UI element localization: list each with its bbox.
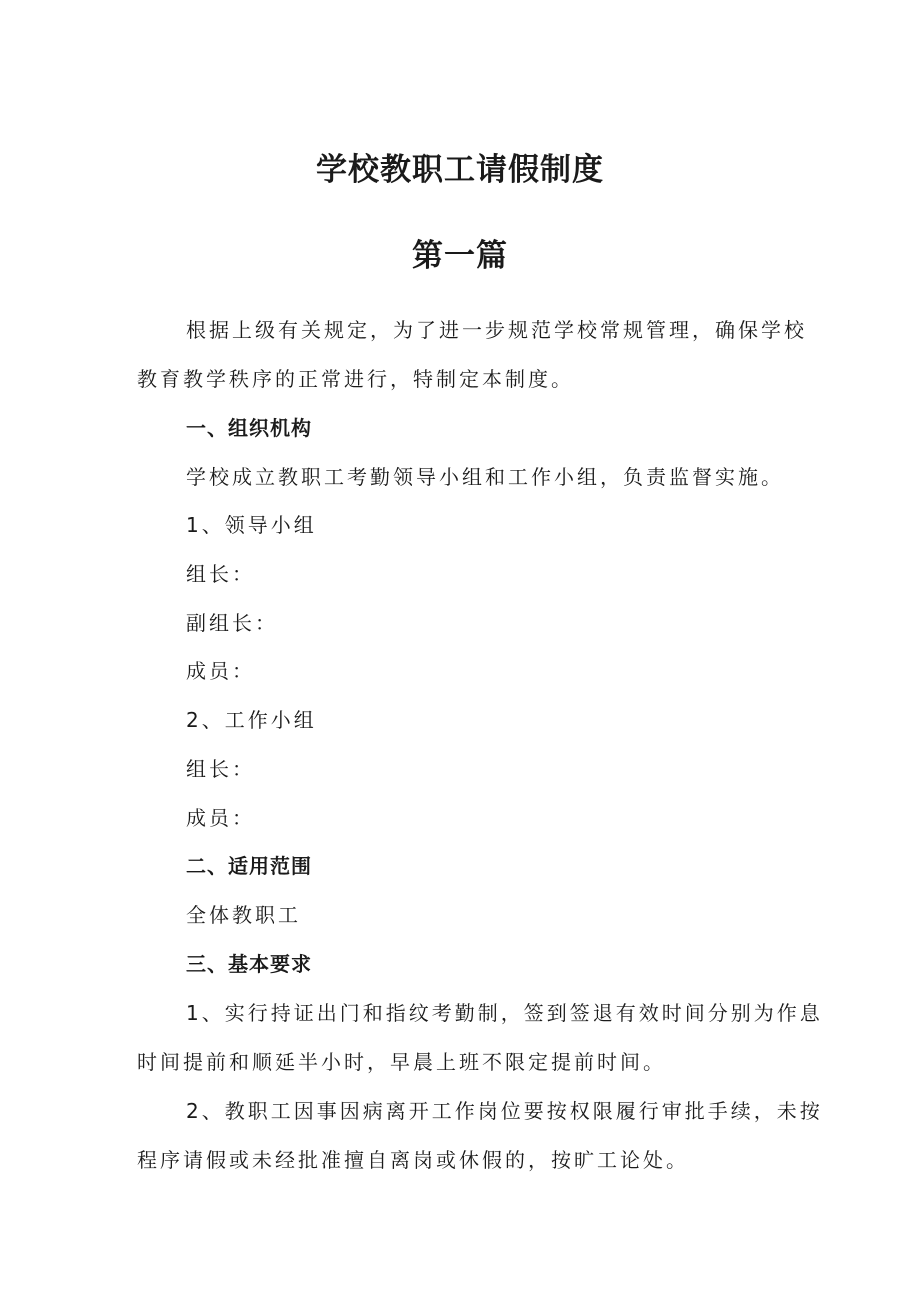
document-title: 学校教职工请假制度 <box>316 152 604 188</box>
section1-text: 学校成立教职工考勤领导小组和工作小组，负责监督实施。 <box>186 465 784 489</box>
leader-group-label: 1、领导小组 <box>186 513 317 537</box>
section2-text: 全体教职工 <box>186 903 301 927</box>
section3-item1-line1: 1、实行持证出门和指纹考勤制，签到签退有效时间分别为作息 <box>186 1001 823 1025</box>
intro-line-2: 教育教学秩序的正常进行，特制定本制度。 <box>137 367 574 391</box>
work-group-label: 2、工作小组 <box>186 708 317 732</box>
section2-heading: 二、适用范围 <box>186 854 312 878</box>
section1-heading: 一、组织机构 <box>186 416 312 440</box>
section3-item2-line2: 程序请假或未经批准擅自离岗或休假的，按旷工论处。 <box>137 1148 689 1172</box>
section3-heading: 三、基本要求 <box>186 952 312 976</box>
work-group-members: 成员： <box>186 806 255 830</box>
intro-line-1: 根据上级有关规定，为了进一步规范学校常规管理，确保学校 <box>186 318 807 342</box>
leader-group-deputy: 副组长： <box>186 611 278 635</box>
leader-group-leader: 组长： <box>186 562 255 586</box>
leader-group-members: 成员： <box>186 659 255 683</box>
section3-item2-line1: 2、教职工因事因病离开工作岗位要按权限履行审批手续，未按 <box>186 1099 823 1123</box>
section3-item1-line2: 时间提前和顺延半小时，早晨上班不限定提前时间。 <box>137 1050 666 1074</box>
document-subtitle: 第一篇 <box>412 238 508 274</box>
work-group-leader: 组长： <box>186 757 255 781</box>
